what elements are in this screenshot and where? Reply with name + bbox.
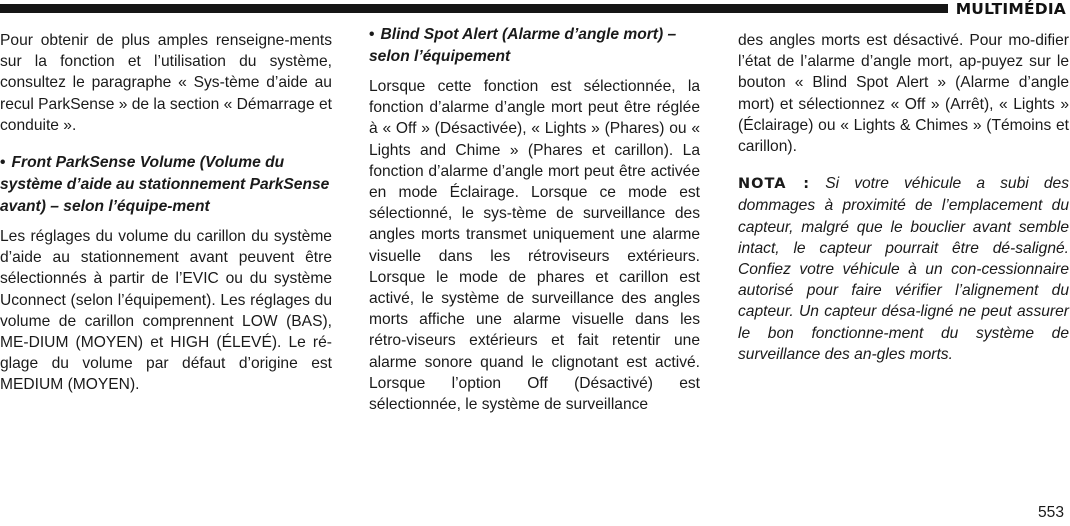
section-title: MULTIMÉDIA	[955, 0, 1066, 18]
note-label: NOTA :	[738, 176, 811, 193]
column-right	[738, 30, 1069, 381]
page-number: 553	[1037, 504, 1064, 521]
body-paragraph: des angles morts est désactivé. Pour mo-difier l’état de l’alarme d’angle mort, ap-puyez sur le bouton « Blind Spot Alert » (Alarme d’angle mort) et sélectionnez « Off » (Arrêt), « Lights » (Éclairage) ou « Lights & Chimes » (Témoins et carillon).	[738, 32, 1069, 156]
column-left	[0, 30, 332, 412]
note-text: Si votre véhicule a subi des dommages à proximité de l’emplacement du capteur, malgré que le bouclier avant semble intact, le capteur pourrait être dé-saligné. Confiez votre véhicule à un con-cessionnaire autorisé pour faire vérifier l’alignement du capteur. Un capteur désa-ligné ne peut assurer le bon fonctionne-ment du système de surveillance des an-gles morts.	[738, 175, 1069, 363]
bullet-heading-text: Blind Spot Alert (Alarme d’angle mort) – selon l’équipement	[369, 26, 677, 65]
note-paragraph	[738, 173, 1069, 365]
bullet-icon: •	[0, 154, 6, 172]
body-paragraph: Les réglages du volume du carillon du système d’aide au stationnement avant peuvent être sélectionnés à partir de l’EVIC ou du système Uconnect (selon l’équipement). Les réglages du volume de carillon comprennent LOW (BAS), ME-DIUM (MOYEN) et HIGH (ÉLEVÉ). Le ré-glage du volume par défaut d’origine est MEDIUM (MOYEN).	[0, 228, 332, 394]
page-header	[0, 0, 1070, 26]
body-paragraph: Lorsque cette fonction est sélectionnée, la fonction d’alarme d’angle mort peut être réglée à « Off » (Désactivée), « Lights » (Phares) ou « Lights and Chime » (Phares et carillon). La fonction d’alarme d’angle mort peut être activée en mode Éclairage. Lorsque ce mode est sélectionné, le sys-tème de surveillance des angles morts transmet uniquement une alarme visuelle dans les rétroviseurs extérieurs. Lorsque le mode de phares et carillon est activé, le système de surveillance des angles morts affiche une alarme visuelle dans les rétro-viseurs extérieurs et fait retentir une alarme sonore quand le clignotant est activé. Lorsque l’option Off (Désactivé) est sélectionnée, le système de surveillance	[369, 78, 700, 414]
intro-paragraph: Pour obtenir de plus amples renseigne-ments sur la fonction et l’utilisation du système, consultez le paragraphe « Sys-tème d’aide au recul ParkSense » de la section « Démarrage et conduite ».	[0, 32, 332, 134]
bullet-heading-front-parksense	[0, 152, 332, 218]
column-middle	[369, 26, 700, 431]
bullet-icon: •	[369, 26, 375, 43]
bullet-heading-blind-spot	[369, 24, 700, 68]
header-rule	[0, 4, 948, 13]
bullet-heading-text: Front ParkSense Volume (Volume du système d’aide au stationnement ParkSense avant) – selon l’équipe-ment	[0, 154, 330, 216]
